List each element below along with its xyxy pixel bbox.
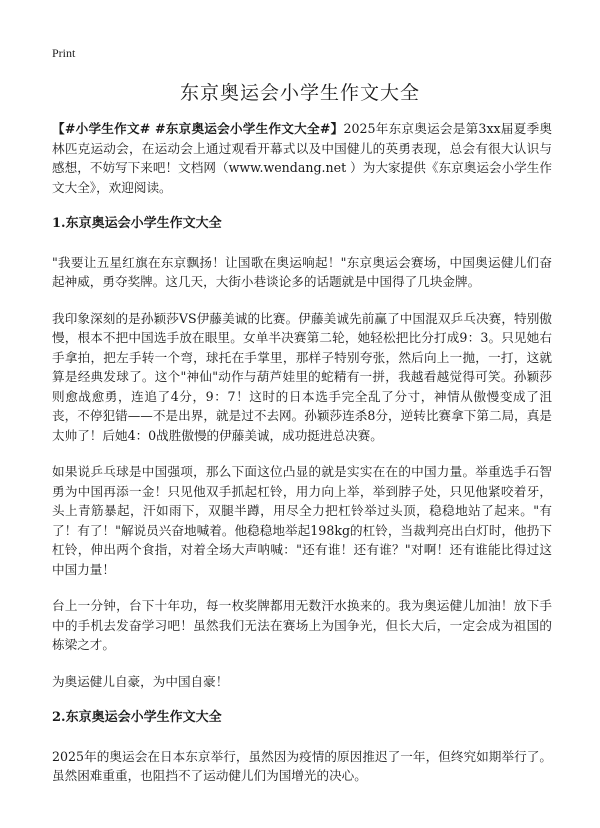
section-paragraph: 为奥运健儿自豪，为中国自豪！	[52, 673, 229, 689]
print-link[interactable]: Print	[52, 46, 76, 60]
section-paragraph: "我要让五星红旗在东京飘扬！让国歌在奥运响起！"东京奥运会赛场，中国奥运健儿们奋起神威，勇夺奖牌。这几天，大街小巷谈论多的话题就是中国得了几块金牌。	[52, 254, 552, 289]
section-paragraph: 台上一分钟，台下十年功，每一枚奖牌都用无数汗水换来的。我为奥运健儿加油！放下手中的手机去发奋学习吧！虽然我们无法在赛场上为国争光，但长大后，一定会成为祖国的栋梁之才。	[52, 598, 552, 652]
article-body	[52, 119, 552, 803]
section-heading: 2.东京奥运会小学生作文大全	[52, 710, 222, 725]
intro-tags: 【#小学生作文# #东京奥运会小学生作文大全#】	[52, 121, 344, 136]
page-title: 东京奥运会小学生作文大全	[179, 82, 420, 104]
section-paragraph: 我印象深刻的是孙颖莎VS伊藤美诚的比赛。伊藤美诚先前赢了中国混双乒乓决赛，特别傲慢，根本不把中国选手放在眼里。女单半决赛第二轮，她轻松把比分打成9：3。只见她右手拿拍，把左手转一个弯，球托在手掌里，那样子特别夸张，然后向上一抛，一打，这就算是经典发球了。这个"神仙"动作与葫芦娃里的蛇精有一拼，我越看越觉得可笑。孙颖莎则愈战愈勇，连追了4分，9：7！这时的日本选手完全乱了分寸，神情从傲慢变成了沮丧，不停犯错——不是出界，就是过不去网。孙颖莎连杀8分，逆转比赛拿下第二局，真是太帅了！后她4：0战胜傲慢的伊藤美诚，成功挺进总决赛。	[52, 310, 552, 443]
section-paragraph: 如果说乒乓球是中国强项，那么下面这位凸显的就是实实在在的中国力量。举重选手石智勇为中国再添一金！只见他双手抓起杠铃，用力向上举，举到脖子处，只见他紧咬着牙，头上青筋暴起，汗如雨下，双腿半蹲，用尽全力把杠铃举过头顶，稳稳地站了起来。"有了！有了！"解说员兴奋地喊着。他稳稳地举起198kg的杠铃，当裁判亮出白灯时，他扔下杠铃，伸出两个食指，对着全场大声呐喊："还有谁！还有谁？"对啊！还有谁能比得过这中国力量！	[52, 464, 552, 577]
section-heading: 1.东京奥运会小学生作文大全	[52, 216, 222, 231]
intro-paragraph	[52, 119, 552, 197]
section-paragraph: 2025年的奥运会在日本东京举行，虽然因为疫情的原因推迟了一年，但终究如期举行了。虽然困难重重，也阻挡不了运动健儿们为国增光的决心。	[52, 748, 552, 783]
intro-text: 2025年东京奥运会是第3xx届夏季奥林匹克运动会，在运动会上通过观看开幕式以及中国健儿的英勇表现，总会有很大认识与感想，不妨写下来吧！文档网（www.wendang.net ）为大家提供《东京奥运会小学生作文大全》，欢迎阅读。	[52, 121, 552, 195]
